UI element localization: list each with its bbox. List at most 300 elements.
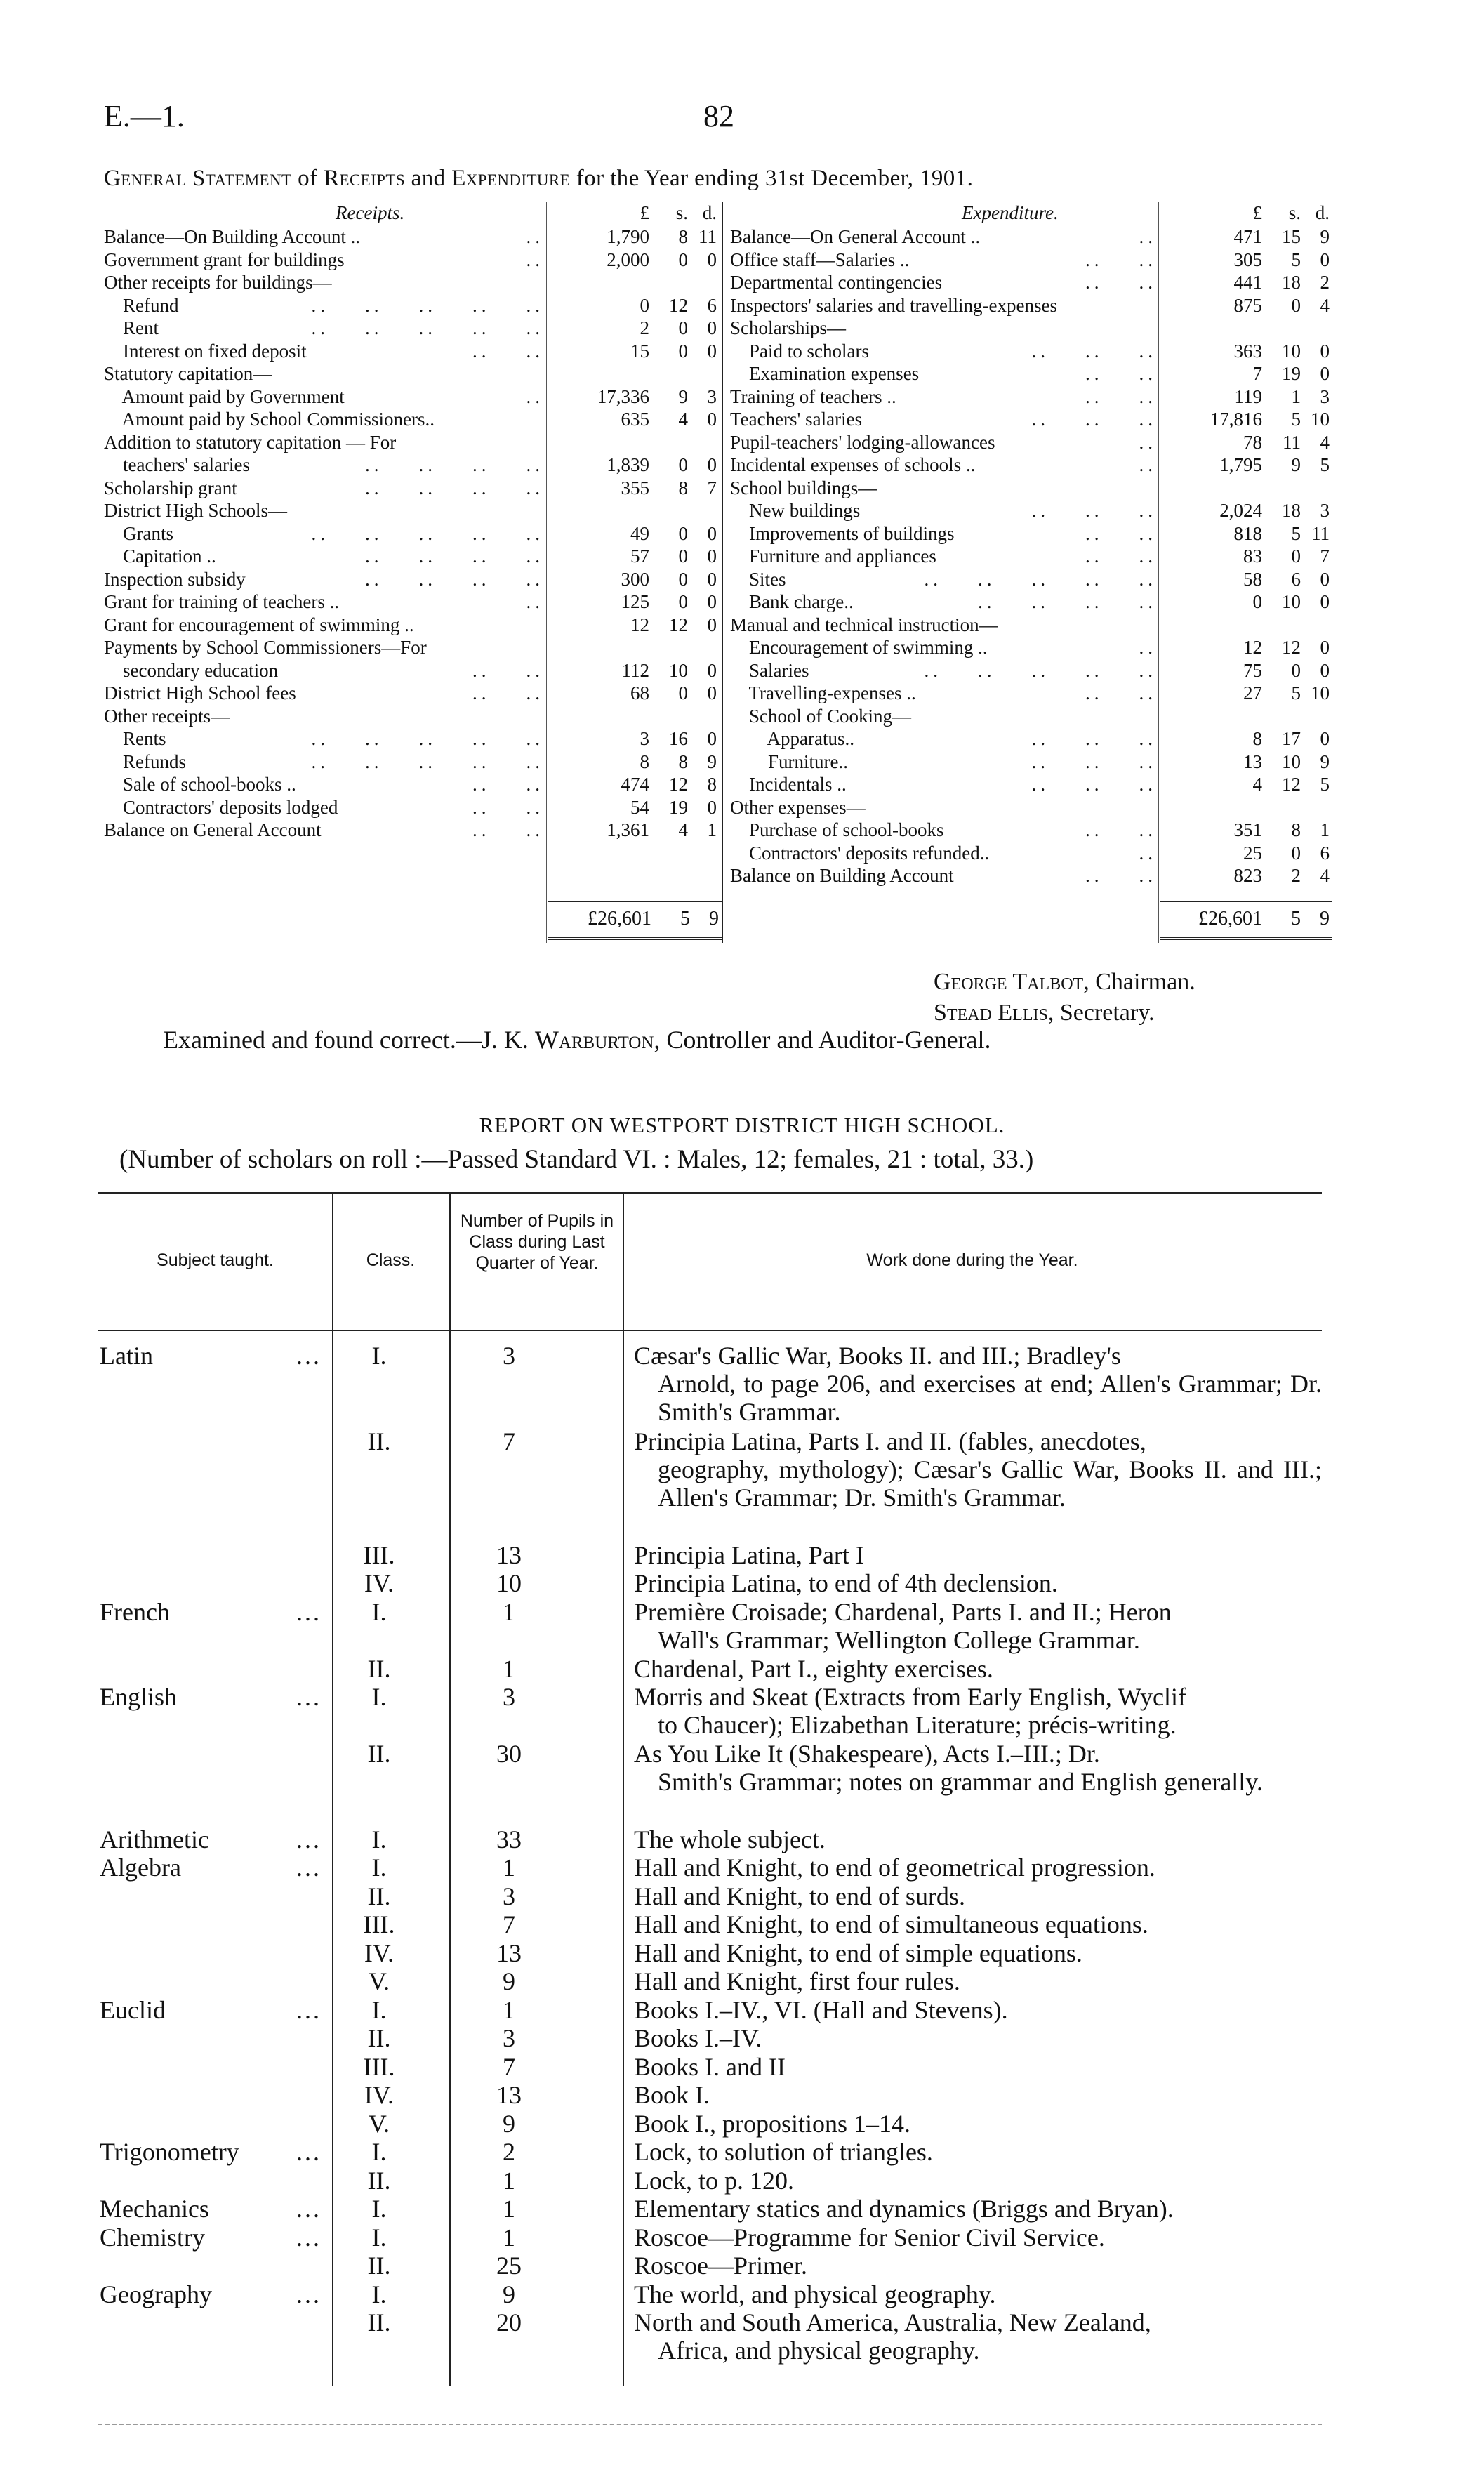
amount-pence: 3 (707, 385, 717, 407)
pupil-count-cell: 10 (496, 1569, 522, 1597)
amount-pounds: 58 (1243, 568, 1262, 590)
account-row (104, 637, 720, 660)
work-cell (634, 1910, 1322, 1938)
amount-pounds: 635 (621, 409, 649, 430)
account-row (730, 272, 1332, 295)
amount-pence: 4 (1320, 865, 1330, 886)
auditor-name: Warburton (534, 1026, 654, 1054)
account-row (730, 591, 1332, 614)
amount-pounds: 823 (1233, 865, 1262, 886)
leader-dots: .. (1139, 454, 1157, 475)
total-double-rule (548, 937, 722, 940)
leader-dots: .. .. (1085, 682, 1157, 703)
amount-pounds: 818 (1233, 522, 1262, 544)
amount-pence: 0 (707, 659, 717, 681)
subject-name: Trigonometry (100, 2138, 239, 2166)
amount-pence: 0 (707, 340, 717, 362)
account-label: Salaries (730, 659, 809, 681)
amount-pounds: 7 (1252, 363, 1262, 384)
leader-dots: .. .. (1085, 385, 1157, 407)
amount-pence: 0 (707, 728, 717, 749)
amount-pounds: 17,816 (1210, 409, 1262, 430)
amount-pounds: 363 (1233, 340, 1262, 362)
account-label: New buildings (730, 500, 861, 521)
account-row (104, 569, 720, 592)
table-row (98, 2280, 1322, 2309)
amount-shillings: 12 (669, 774, 688, 795)
account-label: Payments by School Commissioners—For (104, 637, 427, 658)
account-row (104, 341, 720, 364)
leader-dots: .. .. (1085, 865, 1157, 886)
amount-shillings: 18 (1282, 500, 1301, 521)
receipts-total-pounds: £26,601 (588, 908, 651, 930)
work-cell (634, 1825, 1322, 1853)
account-row (730, 797, 1332, 820)
amount-shillings: 0 (1291, 659, 1301, 681)
amount-pence: 0 (707, 249, 717, 270)
report-title: REPORT ON WESTPORT DISTRICT HIGH SCHOOL. (479, 1113, 1005, 1137)
amount-shillings: 0 (678, 568, 688, 590)
leader-dots: .. (1139, 431, 1157, 453)
amount-shillings: 10 (1282, 340, 1301, 362)
account-label: Travelling-expenses .. (730, 682, 916, 703)
account-row (730, 614, 1332, 637)
amount-pence: 2 (1320, 272, 1330, 293)
amount-pounds: 12 (1243, 637, 1262, 658)
subject-name: Chemistry (100, 2223, 205, 2252)
pupil-count-cell: 1 (503, 2166, 515, 2195)
account-label: Balance on Building Account (730, 865, 954, 886)
subject-name: Algebra (100, 1853, 181, 1882)
subject-cell (100, 1342, 324, 1370)
amount-pence: 5 (1320, 774, 1330, 795)
amount-pounds: 4 (1252, 774, 1262, 795)
account-label: Amount paid by School Commissioners.. (104, 409, 435, 430)
account-row (730, 523, 1332, 546)
table-row (98, 1853, 1322, 1882)
account-label: secondary education (104, 659, 279, 681)
header-subject: Subject taught. (157, 1250, 274, 1270)
work-text: Book I., propositions 1–14. (634, 2109, 911, 2138)
leader-dots: .. .. (1085, 249, 1157, 270)
class-cell: V. (368, 1967, 390, 1995)
leader-dots: .. (1139, 226, 1157, 247)
account-row (104, 249, 720, 272)
account-row (730, 249, 1332, 272)
leader-dots: .. .. (1085, 546, 1157, 567)
account-label: District High Schools— (104, 500, 287, 521)
table-row (98, 1569, 1322, 1598)
pupil-count-cell: 7 (503, 1427, 515, 1455)
pupil-count-cell: 30 (496, 1740, 522, 1768)
leader-dots: .. .. .. .. .. (924, 659, 1157, 681)
amount-shillings: 0 (678, 522, 688, 544)
amount-pounds: 13 (1243, 751, 1262, 772)
leader-dots: .. .. .. .. .. (311, 317, 544, 338)
account-label: School buildings— (730, 477, 877, 498)
amount-shillings: 12 (1282, 637, 1301, 658)
account-row (730, 363, 1332, 386)
account-label: Furniture.. (730, 751, 848, 772)
account-row (730, 432, 1332, 455)
work-text: Principia Latina, Parts I. and II. (fables, anecdotes, (634, 1427, 1146, 1455)
account-row (730, 706, 1332, 729)
account-row (730, 317, 1332, 341)
amount-pounds: 1,839 (607, 454, 649, 475)
account-row (104, 819, 720, 842)
leader-dots: .. .. .. .. (978, 591, 1157, 612)
work-text: Principia Latina, to end of 4th declension. (634, 1569, 1058, 1597)
amount-pounds: 27 (1243, 682, 1262, 703)
pupil-count-cell: 25 (496, 2252, 522, 2280)
work-text: Lock, to p. 120. (634, 2166, 794, 2195)
work-text: Principia Latina, Part I (634, 1540, 864, 1569)
class-cell: III. (363, 2052, 395, 2081)
title-part: General Statement (104, 166, 292, 191)
amount-pence: 0 (707, 522, 717, 544)
amount-pence: 0 (707, 796, 717, 818)
work-cell (634, 2110, 1322, 2138)
account-label: Grants (104, 522, 173, 544)
amount-shillings: 0 (1291, 842, 1301, 864)
amount-pounds: 2,000 (607, 249, 649, 270)
amount-pence: 11 (1311, 522, 1330, 544)
account-label: Addition to statutory capitation — For (104, 431, 397, 453)
account-row (730, 454, 1332, 477)
leader-dots: .. .. (1085, 819, 1157, 840)
amount-pounds: 112 (621, 659, 649, 681)
amount-shillings: 0 (678, 249, 688, 270)
account-row (730, 226, 1332, 249)
account-row (730, 751, 1332, 774)
amount-pence: 7 (1320, 546, 1330, 567)
subject-name: Arithmetic (100, 1825, 209, 1853)
work-text: Hall and Knight, first four rules. (634, 1967, 960, 1995)
amount-shillings: 5 (1291, 522, 1301, 544)
amount-pounds: 8 (640, 751, 649, 772)
expenditure-rows (730, 226, 1332, 888)
leader-dots: .. .. (472, 774, 544, 795)
subject-cell (100, 2195, 324, 2223)
pupil-count-cell: 3 (503, 2024, 515, 2052)
account-label: Balance on General Account (104, 819, 322, 840)
work-text-continued: to Chaucer); Elizabethan Literature; précis-writing. (658, 1711, 1177, 1739)
table-row (98, 2195, 1322, 2223)
table-row (98, 1541, 1322, 1570)
amount-shillings: 15 (1282, 226, 1301, 247)
work-cell (634, 1541, 1322, 1569)
table-row (98, 2110, 1322, 2138)
amount-shillings: 12 (669, 294, 688, 316)
work-cell (634, 1740, 1322, 1796)
pence-heading: d. (1315, 202, 1330, 223)
amount-pounds: 15 (630, 340, 649, 362)
leader-dots: .. (526, 226, 544, 247)
subject-cell (100, 2223, 324, 2252)
account-row (104, 797, 720, 820)
account-label: Purchase of school-books (730, 819, 944, 840)
amount-pence: 0 (1320, 659, 1330, 681)
leader-dots: .. .. (472, 682, 544, 703)
table-row (98, 1655, 1322, 1684)
amount-shillings: 5 (1291, 249, 1301, 270)
work-text: Hall and Knight, to end of surds. (634, 1882, 965, 1910)
work-cell (634, 2081, 1322, 2109)
pupil-count-cell: 7 (503, 1910, 515, 1938)
auditor-statement (163, 1025, 991, 1055)
leader-dots: .. (526, 591, 544, 612)
subject-cell (100, 2280, 324, 2308)
class-cell: IV. (364, 1938, 395, 1967)
class-cell: II. (367, 1740, 391, 1768)
class-cell: I. (371, 2195, 387, 2223)
account-label: Teachers' salaries (730, 409, 863, 430)
work-text: Morris and Skeat (Extracts from Early English, Wyclif (634, 1683, 1186, 1711)
secretary-line (934, 998, 1195, 1029)
amount-shillings: 0 (678, 682, 688, 703)
work-cell (634, 2138, 1322, 2166)
account-row (104, 477, 720, 501)
table-row (98, 2053, 1322, 2082)
amount-pounds: 474 (621, 774, 649, 795)
amount-shillings: 0 (678, 591, 688, 612)
amount-pence: 1 (1320, 819, 1330, 840)
leader-dots: ... (296, 2195, 322, 2223)
amount-pounds: 57 (630, 546, 649, 567)
leader-dots: .. .. (1085, 522, 1157, 544)
account-label: Office staff—Salaries .. (730, 249, 910, 270)
pupil-count-cell: 1 (503, 2195, 515, 2223)
examined-prefix: Examined and found correct.—J. K. (163, 1026, 535, 1054)
account-row (730, 546, 1332, 569)
amount-pence: 7 (707, 477, 717, 498)
secretary-name: Stead Ellis (934, 1000, 1048, 1026)
leader-dots: .. .. .. .. (365, 546, 544, 567)
amount-pounds: 17,336 (597, 385, 649, 407)
receipts-column (104, 202, 720, 842)
account-row (730, 842, 1332, 866)
expenditure-column (730, 202, 1332, 888)
work-text-continued: Smith's Grammar; notes on grammar and English generally. (658, 1768, 1263, 1796)
amount-pence: 0 (1320, 591, 1330, 612)
subject-cell (100, 1853, 324, 1882)
account-row (730, 682, 1332, 706)
account-row (730, 569, 1332, 592)
leader-dots: .. .. .. .. (365, 477, 544, 498)
account-label: Sites (730, 568, 786, 590)
leader-dots: .. .. .. .. .. (311, 728, 544, 749)
account-row (104, 272, 720, 295)
class-cell: I. (371, 1597, 387, 1626)
work-text: Première Croisade; Chardenal, Parts I. and II.; Heron (634, 1597, 1172, 1626)
expenditure-heading: Expenditure. (962, 202, 1059, 223)
account-row (730, 477, 1332, 501)
amount-pence: 0 (707, 546, 717, 567)
account-row (104, 706, 720, 729)
pupil-count-cell: 3 (503, 1342, 515, 1370)
table-row (98, 1427, 1322, 1541)
subject-cell (100, 1996, 324, 2024)
work-cell (634, 1967, 1322, 1995)
pupil-count-cell: 33 (496, 1825, 522, 1853)
class-cell: II. (367, 1882, 391, 1910)
account-label: Contractors' deposits lodged (104, 796, 338, 818)
work-text: Hall and Knight, to end of geometrical progression. (634, 1853, 1155, 1882)
document-reference: E.—1. (104, 99, 185, 133)
page-bottom-rule (98, 2424, 1322, 2425)
class-cell: I. (371, 2280, 387, 2308)
total-double-rule (1160, 937, 1332, 940)
shillings-heading: s. (675, 202, 688, 223)
amount-pounds: 2,024 (1219, 500, 1262, 521)
account-row (104, 591, 720, 614)
account-label: Refunds (104, 751, 186, 772)
amount-pence: 3 (1320, 500, 1330, 521)
amount-pounds: 300 (621, 568, 649, 590)
account-label: Training of teachers .. (730, 385, 896, 407)
table-row (98, 1967, 1322, 1996)
class-cell: II. (367, 2024, 391, 2052)
account-label: Examination expenses (730, 363, 920, 384)
total-rule (548, 901, 722, 902)
title-part: Receipts (324, 166, 406, 191)
account-label: Balance—On General Account .. (730, 226, 981, 247)
account-label: Pupil-teachers' lodging-allowances (730, 431, 995, 453)
subject-cell (100, 1825, 324, 1853)
leader-dots: .. .. .. (1031, 751, 1157, 772)
report-subtitle: (Number of scholars on roll :—Passed Standard VI. : Males, 12; females, 21 : total, 33.) (119, 1145, 1034, 1174)
leader-dots: ... (296, 1683, 322, 1711)
work-text: Books I.–IV., VI. (Hall and Stevens). (634, 1995, 1008, 2024)
leader-dots: .. .. (1085, 363, 1157, 384)
work-cell (634, 1342, 1322, 1426)
expenditure-header (730, 202, 1332, 226)
amount-pence: 1 (707, 819, 717, 840)
account-row (104, 432, 720, 455)
signatures (934, 967, 1195, 1029)
work-cell (634, 1939, 1322, 1967)
subject-name: Geography (100, 2280, 212, 2308)
class-cell: I. (371, 1825, 387, 1853)
amount-pence: 0 (1320, 728, 1330, 749)
account-row (104, 295, 720, 318)
account-label: Other expenses— (730, 796, 866, 818)
account-row (104, 226, 720, 249)
accounts-divider (722, 202, 723, 943)
subject-cell (100, 2138, 324, 2166)
amount-pence: 0 (1320, 363, 1330, 384)
expenditure-total-shillings: 5 (1291, 908, 1301, 930)
amount-shillings: 9 (1291, 454, 1301, 475)
table-row (98, 1683, 1322, 1740)
leader-dots: .. .. (472, 340, 544, 362)
amount-shillings: 8 (1291, 819, 1301, 840)
account-label: teachers' salaries (104, 454, 251, 475)
total-rule (1160, 901, 1332, 902)
account-label: Government grant for buildings (104, 249, 345, 270)
chairman-line (934, 967, 1195, 998)
work-cell (634, 1853, 1322, 1882)
amount-pence: 0 (707, 568, 717, 590)
account-row (104, 363, 720, 386)
amount-pence: 10 (1311, 409, 1330, 430)
table-row (98, 2138, 1322, 2167)
amount-shillings: 8 (678, 226, 688, 247)
account-label: School of Cooking— (730, 705, 912, 727)
pupil-count-cell: 9 (503, 2280, 515, 2308)
amount-pounds: 351 (1233, 819, 1262, 840)
class-cell: IV. (364, 2081, 395, 2109)
account-row (730, 774, 1332, 797)
page-number: 82 (703, 99, 734, 133)
receipts-rows (104, 226, 720, 842)
amount-pence: 0 (1320, 637, 1330, 658)
amount-pounds: 8 (1252, 728, 1262, 749)
pounds-heading: £ (1252, 202, 1262, 223)
subject-name: French (100, 1597, 170, 1626)
leader-dots: .. (526, 385, 544, 407)
account-label: Encouragement of swimming .. (730, 637, 988, 658)
account-label: Incidental expenses of schools .. (730, 454, 976, 475)
pupil-count-cell: 1 (503, 1853, 515, 1882)
subject-name: Latin (100, 1342, 153, 1370)
amount-pounds: 2 (640, 317, 649, 338)
account-label: Departmental contingencies (730, 272, 943, 293)
work-cell (634, 2053, 1322, 2081)
leader-dots: .. .. .. .. (365, 568, 544, 590)
account-label: Inspection subsidy (104, 568, 246, 590)
account-row (104, 751, 720, 774)
amount-pounds: 12 (630, 614, 649, 635)
account-row (104, 500, 720, 523)
amount-pounds: 119 (1234, 385, 1262, 407)
work-text: Hall and Knight, to end of simultaneous equations. (634, 1910, 1148, 1938)
work-text: Roscoe—Primer. (634, 2252, 807, 2280)
subject-cell (100, 1598, 324, 1626)
account-row (104, 774, 720, 797)
pupil-count-cell: 9 (503, 1967, 515, 1995)
work-text: North and South America, Australia, New Zealand, (634, 2308, 1151, 2336)
leader-dots: .. .. (472, 659, 544, 681)
receipts-header (104, 202, 720, 226)
amount-shillings: 0 (1291, 546, 1301, 567)
pupil-count-cell: 13 (496, 1938, 522, 1967)
header-class: Class. (366, 1250, 416, 1270)
leader-dots: .. .. .. (1031, 728, 1157, 749)
leader-dots: .. .. (1085, 272, 1157, 293)
leader-dots: .. .. (472, 819, 544, 840)
pupil-count-cell: 20 (496, 2308, 522, 2336)
account-row (730, 341, 1332, 364)
work-cell (634, 1683, 1322, 1739)
subject-name: English (100, 1683, 178, 1711)
amount-shillings: 19 (1282, 363, 1301, 384)
account-row (104, 409, 720, 432)
chairman-role: , Chairman. (1083, 969, 1195, 995)
amount-pence: 0 (707, 317, 717, 338)
pupil-count-cell: 1 (503, 2223, 515, 2252)
work-cell (634, 2252, 1322, 2280)
leader-dots: .. .. .. .. .. (311, 751, 544, 772)
amount-pence: 10 (1311, 682, 1330, 703)
leader-dots: .. .. .. (1031, 500, 1157, 521)
amount-pounds: 875 (1233, 294, 1262, 316)
statement-title (104, 166, 1332, 192)
account-row (104, 523, 720, 546)
account-label: Scholarships— (730, 317, 846, 338)
amount-pence: 0 (707, 591, 717, 612)
amount-shillings: 0 (678, 340, 688, 362)
